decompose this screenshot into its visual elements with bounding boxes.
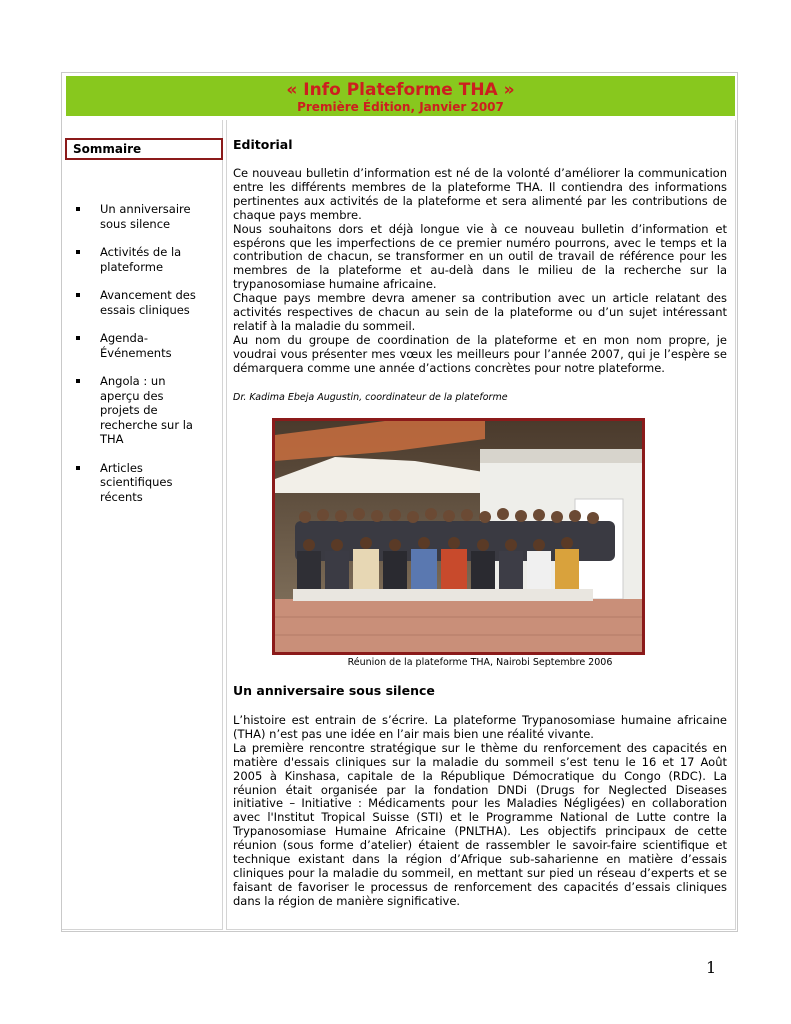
article-paragraph: L’histoire est entrain de s’écrire. La plateforme Trypanosomiase humaine africaine (THA) n’est pas une idée en l’air mais bien une réalité vivante. bbox=[233, 713, 727, 741]
toc-item[interactable] bbox=[76, 374, 206, 447]
toc-item-label: Activités de la plateforme bbox=[100, 245, 182, 274]
toc-item-label: Agenda-Événements bbox=[100, 331, 172, 360]
bullet-icon bbox=[76, 207, 80, 211]
toc-item[interactable] bbox=[76, 461, 206, 505]
article-body bbox=[233, 714, 727, 909]
editorial-heading: Editorial bbox=[233, 137, 293, 152]
table-of-contents bbox=[76, 202, 206, 518]
article-paragraph: La première rencontre stratégique sur le thème du renforcement des capacités en matière d'essais cliniques sur la maladie du sommeil s’est tenu le 16 et 17 Août 2005 à Kinshasa, capitale de la République Démocratique du Congo (RDC). La réunion était organisée par la fondation DNDi (Drugs for Neglected Diseases initiative – Initiative : Médicaments pour les Maladies Négligées) en collaboration avec l'Institut Tropical Suisse (STI) et le Programme National de Lutte contre la Trypanosomiase Humaine Africaine (PNLTHA). Les objectifs principaux de cette réunion (sous forme d’atelier) étaient de rassembler le savoir-faire scientifique et technique existant dans la région d’Afrique sub-saharienne en matière d’essais cliniques pour la maladie du sommeil, en mettant sur pied un réseau d’experts et se faisant de favoriser le processus de renforcement des capacités d’essais cliniques dans la région de manière significative. bbox=[233, 740, 727, 908]
bullet-icon bbox=[76, 293, 80, 297]
edition-subtitle: Première Édition, Janvier 2007 bbox=[297, 100, 504, 114]
toc-item[interactable] bbox=[76, 202, 206, 231]
toc-item-label: Un anniversaire sous silence bbox=[100, 202, 191, 231]
page-number: 1 bbox=[706, 958, 717, 977]
article-heading: Un anniversaire sous silence bbox=[233, 683, 435, 698]
editorial-body bbox=[233, 167, 727, 376]
header-banner bbox=[66, 76, 735, 116]
toc-item[interactable] bbox=[76, 245, 206, 274]
newsletter-title: « Info Plateforme THA » bbox=[286, 80, 515, 100]
toc-item[interactable] bbox=[76, 288, 206, 317]
bullet-icon bbox=[76, 379, 80, 383]
bullet-icon bbox=[76, 336, 80, 340]
editorial-signature: Dr. Kadima Ebeja Augustin, coordinateur de la plateforme bbox=[233, 392, 508, 403]
toc-item-label: Avancement des essais cliniques bbox=[100, 288, 196, 317]
sommaire-heading: Sommaire bbox=[65, 138, 223, 160]
photo-caption: Réunion de la plateforme THA, Nairobi Septembre 2006 bbox=[347, 657, 613, 668]
editorial-paragraph: Ce nouveau bulletin d’information est né de la volonté d’améliorer la communication entre les différents membres de la plateforme THA. Il contiendra des informations pertinentes aux activités de la plateforme et sera alimenté par les contributions de chaque pays membre. bbox=[233, 166, 727, 222]
editorial-paragraph: Chaque pays membre devra amener sa contribution avec un article relatant des activités respectives de chacun au sein de la plateforme ou d’un sujet intéressant relatif à la maladie du sommeil. bbox=[233, 291, 727, 333]
toc-item[interactable] bbox=[76, 331, 206, 360]
toc-item-label: Articles scientifiques récents bbox=[100, 460, 173, 504]
group-photo bbox=[272, 418, 645, 655]
editorial-paragraph: Nous souhaitons dors et déjà longue vie à ce nouveau bulletin d’information et espérons que les imperfections de ce premier numéro pourrons, avec le temps et la contribution de chacun, se transformer en un outil de travail de référence pour les membres de la plateforme et au-delà dans le milieu de la recherche sur la trypanosomiase humaine africaine. bbox=[233, 221, 727, 292]
bullet-icon bbox=[76, 466, 80, 470]
bullet-icon bbox=[76, 250, 80, 254]
editorial-paragraph: Au nom du groupe de coordination de la plateforme et en mon nom propre, je voudrai vous présenter mes vœux les meilleurs pour l’année 2007, qui je l’espère se démarquera comme une année d’actions concrètes pour notre plateforme. bbox=[233, 332, 727, 375]
toc-item-label: Angola : un aperçu des projets de recherche sur la THA bbox=[100, 374, 193, 446]
